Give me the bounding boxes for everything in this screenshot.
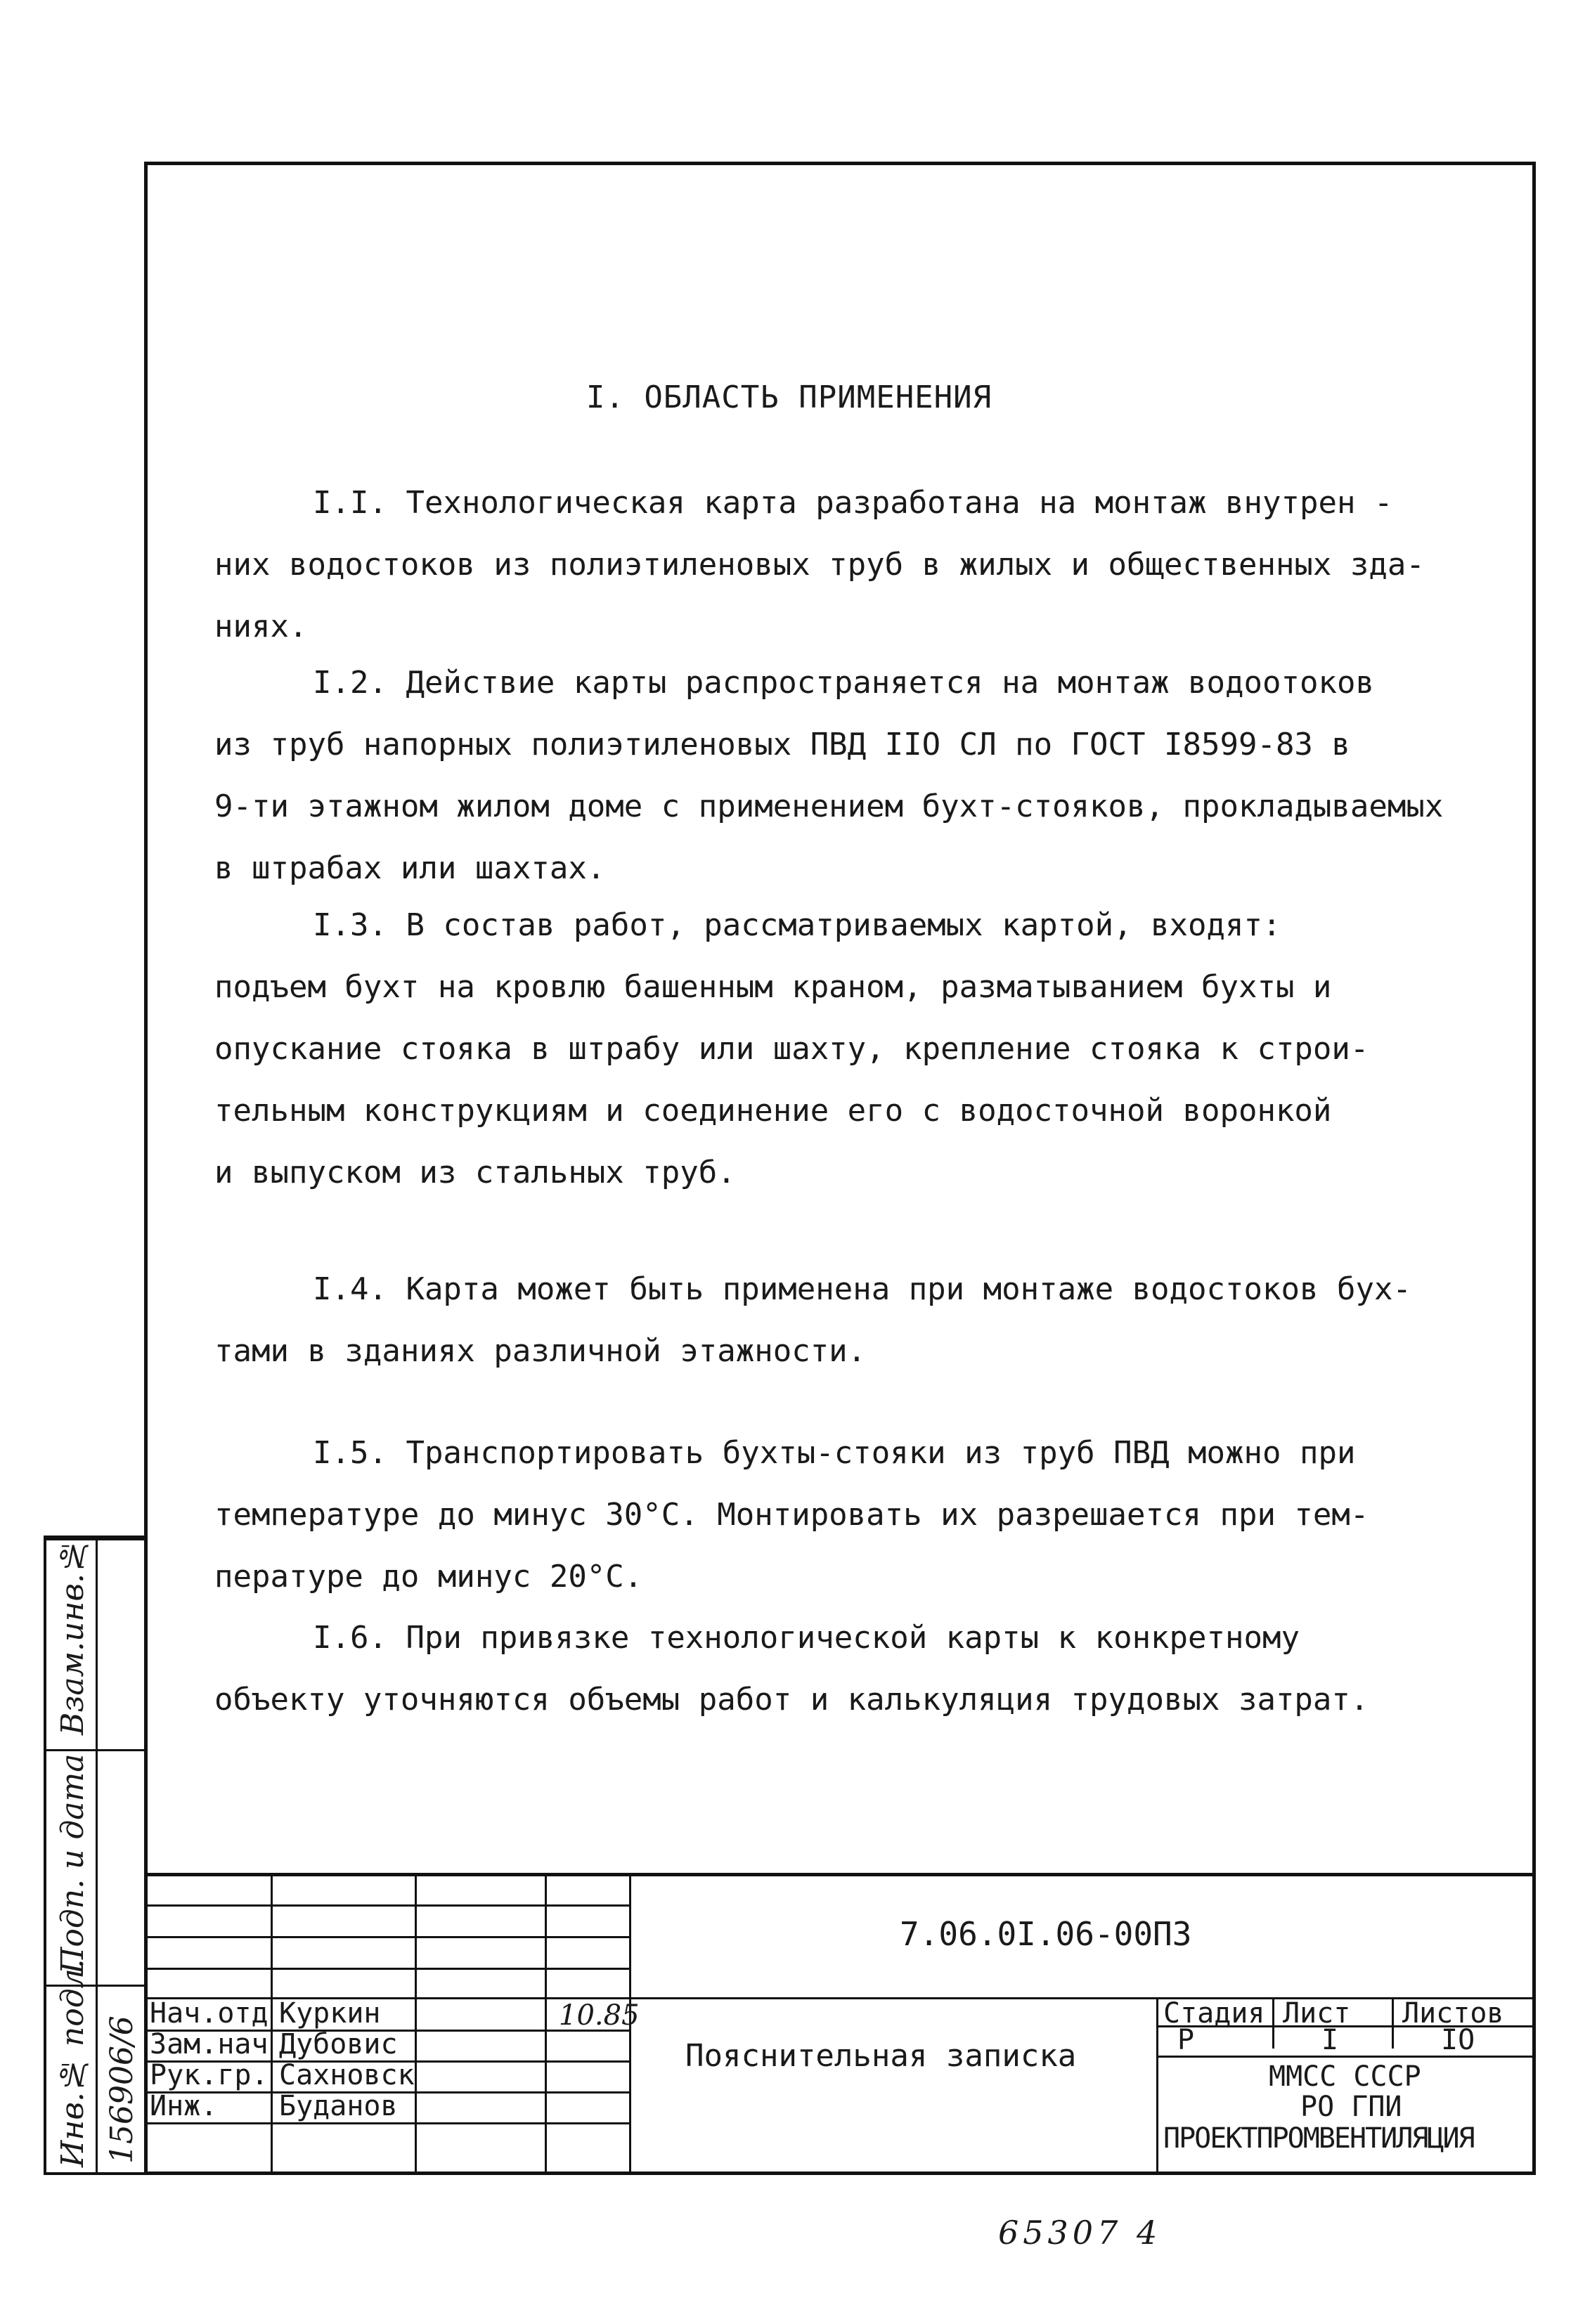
role-label: Рук.гр. — [150, 2059, 269, 2091]
bottom-number: 65307 4 — [998, 2214, 1162, 2252]
side-label-inv: Инв.№ подл. — [55, 1959, 91, 2167]
title-block — [144, 1873, 1536, 2175]
side-label-vzam: Взам.инв.№ — [55, 1538, 91, 1735]
stage-value: Р — [1177, 2024, 1195, 2056]
role-label: Инж. — [150, 2090, 218, 2122]
sheet-header: Лист — [1283, 1997, 1351, 2030]
side-label-podp: Подп. и дата — [55, 1753, 91, 1974]
paragraph-line: I.4. Карта может быть применена при монтаже водостоков бух- — [313, 1271, 1411, 1307]
paragraph-line: I.I. Технологическая карта разработана на монтаж внутрен - — [313, 485, 1393, 521]
paragraph-line: объекту уточняются объемы работ и калькуляция трудовых затрат. — [214, 1682, 1369, 1718]
paragraph — [214, 1607, 1494, 1731]
section-heading: I. ОБЛАСТЬ ПРИМЕНЕНИЯ — [586, 379, 992, 415]
role-label: Нач.отд — [150, 1997, 269, 2030]
side-inv-number: 156906/6 — [104, 2015, 140, 2164]
paragraph-line: температуре до минус 30°С. Монтировать их разрешается при тем- — [214, 1497, 1369, 1533]
paragraph-line: I.6. При привязке технологической карты к конкретному — [313, 1620, 1300, 1656]
paragraph — [214, 1259, 1494, 1382]
paragraph — [214, 652, 1494, 900]
paragraph-line: ниях. — [214, 609, 308, 644]
doc-name: Пояснительная записка — [685, 2038, 1077, 2074]
paragraph-line: тами в зданиях различной этажности. — [214, 1333, 867, 1369]
paragraph-line: I.5. Транспортировать бухты-стояки из труб ПВД можно при — [313, 1435, 1356, 1471]
paragraph-line: и выпуском из стальных труб. — [214, 1155, 736, 1190]
paragraph-line: I.3. В состав работ, рассматриваемых картой, входят: — [313, 907, 1281, 943]
date: 10.85 — [559, 1999, 640, 2032]
role-label: Зам.нач — [150, 2028, 269, 2060]
doc-code: 7.06.0I.06-00ПЗ — [900, 1915, 1192, 1953]
sheets-header: Листов — [1402, 1997, 1504, 2030]
name-label: Буданов — [279, 2090, 398, 2122]
paragraph-line: тельным конструкциям и соединение его с водосточной воронкой — [214, 1093, 1332, 1129]
name-label: Дубовис — [279, 2028, 398, 2060]
paragraph — [214, 1422, 1494, 1608]
paragraph-line: I.2. Действие карты распространяется на монтаж водоотоков — [313, 665, 1374, 701]
name-label: Куркин — [279, 1997, 381, 2030]
name-label: Сахновск — [279, 2059, 415, 2091]
paragraph-line: подъем бухт на кровлю башенным краном, разматыванием бухты и — [214, 969, 1332, 1005]
paragraph-line: них водостоков из полиэтиленовых труб в жилых и общественных зда- — [214, 547, 1425, 583]
paragraph-line: в штрабах или шахтах. — [214, 850, 606, 886]
side-stamp — [44, 1536, 144, 2175]
org-line-2: РО ГПИ — [1300, 2091, 1402, 2123]
paragraph-line: из труб напорных полиэтиленовых ПВД IIО СЛ по ГОСТ I8599-83 в — [214, 727, 1350, 762]
paragraph-line: пературе до минус 20°С. — [214, 1559, 643, 1595]
org-line-3: ПРОЕКТПРОМВЕНТИЛЯЦИЯ — [1163, 2122, 1474, 2155]
org-line-1: ММСС СССР — [1269, 2060, 1421, 2093]
paragraph-line: опускание стояка в штрабу или шахту, крепление стояка к строи- — [214, 1031, 1369, 1067]
sheet-value: I — [1321, 2024, 1339, 2056]
paragraph — [214, 472, 1494, 658]
paragraph — [214, 895, 1494, 1204]
paragraph-line: 9-ти этажном жилом доме с применением бухт-стояков, прокладываемых — [214, 788, 1444, 824]
sheets-value: IO — [1441, 2024, 1475, 2056]
stage-header: Стадия — [1163, 1997, 1265, 2030]
